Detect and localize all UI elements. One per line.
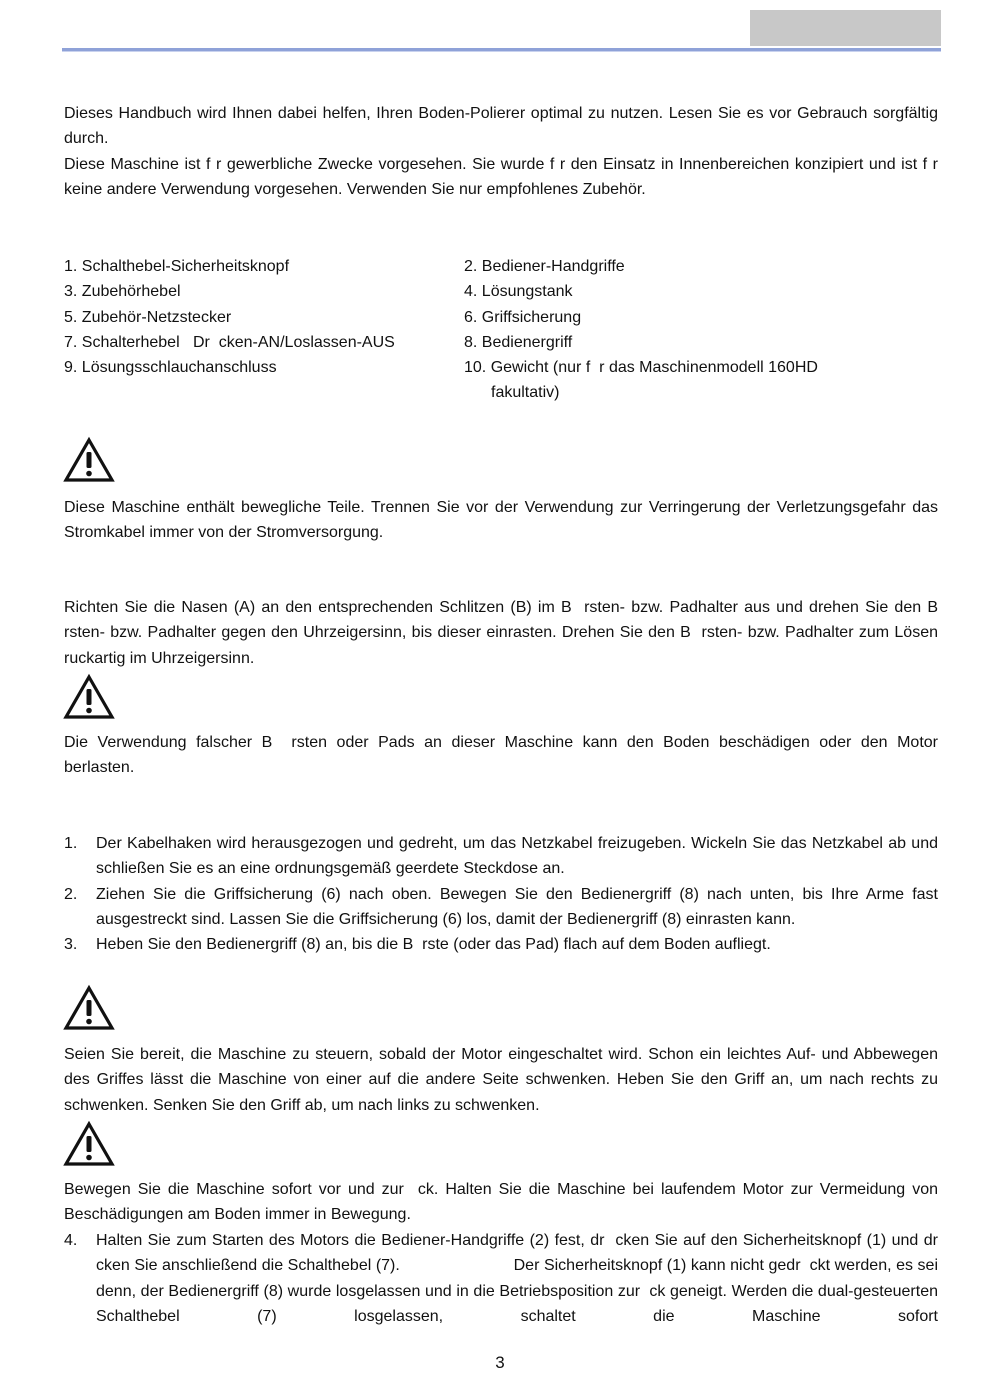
list-item <box>64 1228 947 1329</box>
warning-triangle-icon <box>63 437 115 483</box>
warning-text-4: Bewegen Sie die Maschine sofort vor und zur ck. Halten Sie die Maschine bei laufendem Motor zur Vermeidung von Beschädigungen am Boden immer in Bewegung. <box>64 1181 943 1224</box>
warning-text-3: Seien Sie bereit, die Maschine zu steuern, sobald der Motor eingeschaltet wird. Schon ein leichtes Auf- und Abbewegen des Griffes lässt die Maschine von einer auf die andere Seite schwenken. Heben Sie den Griff an, um nach rechts zu schwenken. Senken Sie den Griff ab, um nach links zu schwenken. <box>64 1046 938 1114</box>
part-item: 7. Schalterhebel Dr cken-AN/Loslassen-AUS <box>64 333 395 351</box>
part-item: 5. Zubehör-Netzstecker <box>64 308 232 326</box>
list-item <box>64 932 938 957</box>
steps-list-continued <box>64 1228 947 1329</box>
part-item: 4. Lösungstank <box>464 283 573 301</box>
step-number: 1. <box>64 835 78 852</box>
part-item: 8. Bedienergriff <box>464 333 573 351</box>
list-item <box>64 831 938 882</box>
part-item: 6. Griffsicherung <box>464 308 582 326</box>
part-item: 1. Schalthebel-Sicherheitsknopf <box>64 258 290 275</box>
part-item: 3. Zubehörhebel <box>64 283 181 301</box>
part-item: 2. Bediener-Handgriffe <box>464 258 625 275</box>
part-item-continued: fakultativ) <box>491 384 560 402</box>
step-text: Heben Sie den Bedienergriff (8) an, bis die B rste (oder das Pad) flach auf dem Boden aufliegt. <box>96 936 771 954</box>
intro-section <box>64 101 938 202</box>
warning-text-1: Diese Maschine enthält bewegliche Teile. Trennen Sie vor der Verwendung zur Verringerung der Verletzungsgefahr das Stromkabel immer von der Stromversorgung. <box>64 499 938 542</box>
intro-paragraph-1: Dieses Handbuch wird Ihnen dabei helfen, Ihren Boden-Polierer optimal zu nutzen. Lesen Sie es vor Gebrauch sorgfältig durch. <box>64 105 938 148</box>
warning-triangle-icon <box>63 985 115 1031</box>
part-item: 9. Lösungsschlauchanschluss <box>64 359 277 377</box>
brush-install-text: Richten Sie die Nasen (A) an den entsprechenden Schlitzen (B) im B rsten- bzw. Padhalter aus und drehen Sie den B rsten- bzw. Padhalter gegen den Uhrzeigersinn, bis dieser einrasten. Drehen Sie den B rsten- bzw. Padhalter zum Lösen ruckartig im Uhrzeigersinn. <box>64 599 947 667</box>
steps-list <box>64 831 938 957</box>
warning-triangle-icon <box>63 1121 115 1167</box>
step-number: 2. <box>64 885 78 903</box>
warning-text-2: Die Verwendung falscher B rsten oder Pads an dieser Maschine kann den Boden beschädigen oder den Motor berlasten. <box>64 734 956 777</box>
part-item: 10. Gewicht (nur f r das Maschinenmodell 160HD <box>464 359 818 377</box>
step-text: Halten Sie zum Starten des Motors die Bediener-Handgriffe (2) fest, dr cken Sie auf den Sicherheitsknopf (1) und dr cken Sie anschließend die Schalthebel (7). Der Sicherheitsknopf (1) kann nicht gedr ckt werden, es sei denn, der Bedienergriff (8) wurde losgelassen und in die Betriebsposition zur ck geneigt. Werden die dual-gesteuerten Schalthebel (7) losgelassen, schaltet die Maschine sofort <box>96 1232 947 1325</box>
step-text: Ziehen Sie die Griffsicherung (6) nach oben. Bewegen Sie den Bedienergriff (8) nach unten, bis Ihre Arme fast ausgestreckt sind. Lassen Sie die Griffsicherung (6) los, damit der Bedienergriff (8) einrasten kann. <box>96 885 938 928</box>
step-text: Der Kabelhaken wird herausgezogen und gedreht, um das Netzkabel freizugeben. Wickeln Sie das Netzkabel ab und schließen Sie es an eine ordnungsgemäß geerdete Steckdose an. <box>96 835 938 878</box>
step-number: 4. <box>64 1232 78 1249</box>
header-tab-box <box>750 10 941 46</box>
list-item <box>64 882 938 933</box>
page-number: 3 <box>495 1353 505 1372</box>
warning-triangle-icon <box>63 674 115 720</box>
parts-list <box>64 254 938 406</box>
intro-paragraph-2: Diese Maschine ist f r gewerbliche Zwecke vorgesehen. Sie wurde f r den Einsatz in Innenbereichen konzipiert und ist f r keine andere Verwendung vorgesehen. Verwenden Sie nur empfohlenes Zubehör. <box>64 155 938 198</box>
step-number: 3. <box>64 936 78 954</box>
header-rule-shadow <box>62 51 941 52</box>
